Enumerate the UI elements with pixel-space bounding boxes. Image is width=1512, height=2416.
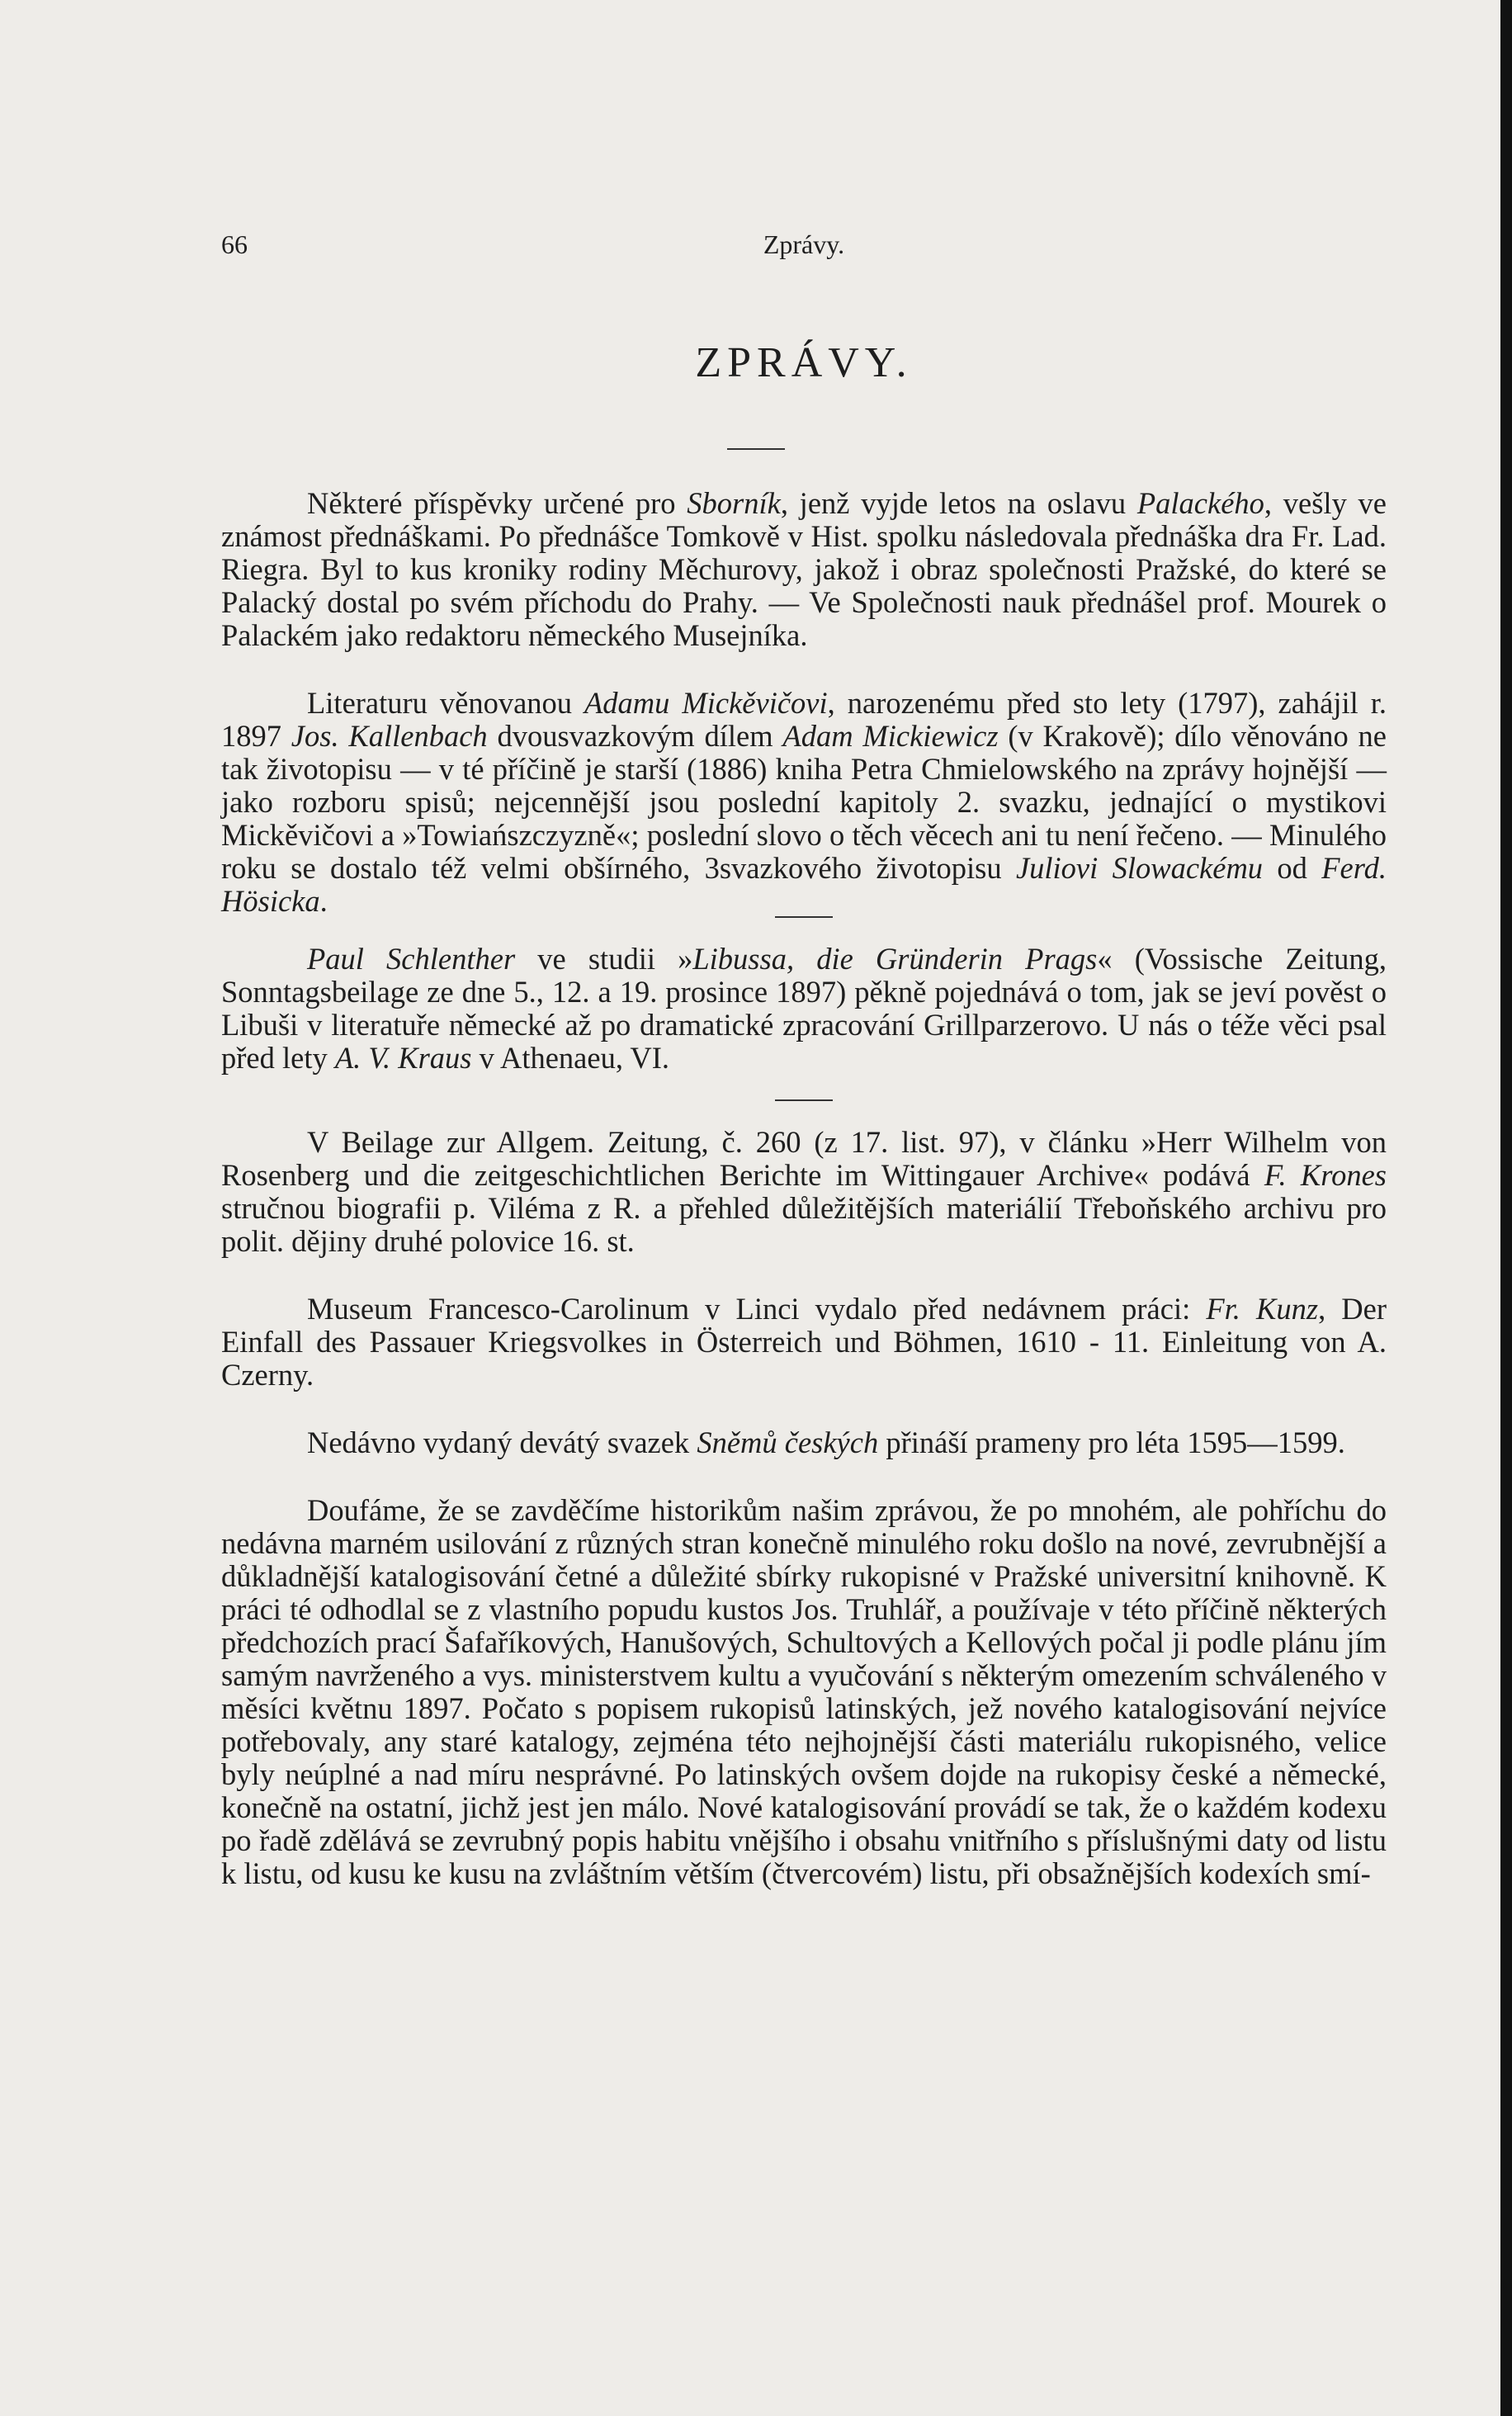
- page-number: 66: [221, 229, 248, 259]
- paragraph-libussa: Paul Schlenther ve studii »Libussa, die Gründerin Prags« (Vossische Zeitung, Sonntagsbeilage ze dne 5., 12. a 19. prosince 1897) pěkně pojednává o tom, jak se jeví pověst o Libuši v literatuře německé až po dramatické zpracování Grillparzerovo. U nás o téže věci psal před lety A. V. Kraus v Athenaeu, VI.: [221, 942, 1387, 1075]
- paragraph-snemy: Nedávno vydaný devátý svazek Sněmů českých přináší prameny pro léta 1595—1599.: [307, 1425, 1345, 1459]
- title-rule: [727, 448, 785, 450]
- paragraph-museum-linz: Museum Francesco-Carolinum v Linci vydalo před nedávnem práci: Fr. Kunz, Der Einfall des Passauer Kriegsvolkes in Österreich und Böhmen, 1610 - 11. Einleitung von A. Czerny.: [221, 1292, 1387, 1392]
- section-title: ZPRÁVY.: [695, 339, 913, 386]
- article-body: [221, 487, 1387, 1890]
- paragraph-sbornik: Některé příspěvky určené pro Sborník, jenž vyjde letos na oslavu Palackého, vešly ve známost přednáškami. Po přednášce Tomkově v Hist. spolku následovala přednáška dra Fr. Lad. Riegra. Byl to kus kroniky rodiny Měchurovy, jakož i obraz společnosti Pražské, do které se Palacký dostal po svém příchodu do Prahy. — Ve Společnosti nauk přednášel prof. Mourek o Palackém jako redaktoru německého Musejníka.: [221, 486, 1387, 652]
- scan-edge: [1500, 0, 1512, 2416]
- page-header: [221, 229, 1387, 271]
- running-head: Zprávy.: [763, 229, 845, 259]
- paragraph-mickiewicz: Literaturu věnovanou Adamu Mickěvičovi, narozenému před sto lety (1797), zahájil r. 1897 Jos. Kallenbach dvousvazkovým dílem Adam Mickiewicz (v Krakově); dílo věnováno ne tak životopisu — v té příčině je starší (1886) kniha Petra Chmielowského na zprávy hojnější — jako rozboru spisů; nejcennější jsou poslední kapitoly 2. svazku, jednající o mystikovi Mickěvičovi a »Towiańszczyzně«; poslední slovo o těch věcech ani tu není řečeno. — Minulého roku se dostalo též velmi obšírného, 3svazkového životopisu Juliovi Slowackému od Ferd. Hösicka.: [221, 686, 1387, 918]
- paragraph-catalogue: Doufáme, že se zavděčíme historikům našim zprávou, že po mnohém, ale pohříchu do nedávna marném usilování z různých stran konečně minulého roku došlo na nové, zevrubnější a důkladnější katalogisování četné a důležité sbírky rukopisné v Pražské universitní knihovně. K práci té odhodlal se z vlastního popudu kustos Jos. Truhlář, a používaje v této příčině některých předchozích prací Šafaříkových, Hanušových, Schultových a Kellových počal ji podle plánu jím samým navrženého a vys. ministerstvem kultu a vyučování s některým omezením schváleného v měsíci květnu 1897. Počato s popisem rukopisů latinských, jež nového katalogisování nejvíce potřebovaly, any staré katalogy, zejména této nejhojnější části materiálu rukopisného, velice byly neúplné a nad míru nesprávné. Po latinských ovšem dojde na rukopisy české a německé, konečně na ostatní, jichž jest jen málo. Nové katalogisování provádí se tak, že o každém kodexu po řadě zdělává se zevrubný popis habitu vnějšího i obsahu vnitřního s příslušnými daty od listu k listu, od kusu ke kusu na zvláštním větším (čtvercovém) listu, při obsažnějších kodexích smí-: [221, 1493, 1387, 1890]
- paragraph-rosenberg: V Beilage zur Allgem. Zeitung, č. 260 (z 17. list. 97), v článku »Herr Wilhelm von Rosenberg und die zeitgeschichtlichen Berichte im Wittingauer Archive« podává F. Krones stručnou biografii p. Viléma z R. a přehled důležitějších materiálií Třeboňského archivu pro polit. dějiny druhé polovice 16. st.: [221, 1125, 1387, 1258]
